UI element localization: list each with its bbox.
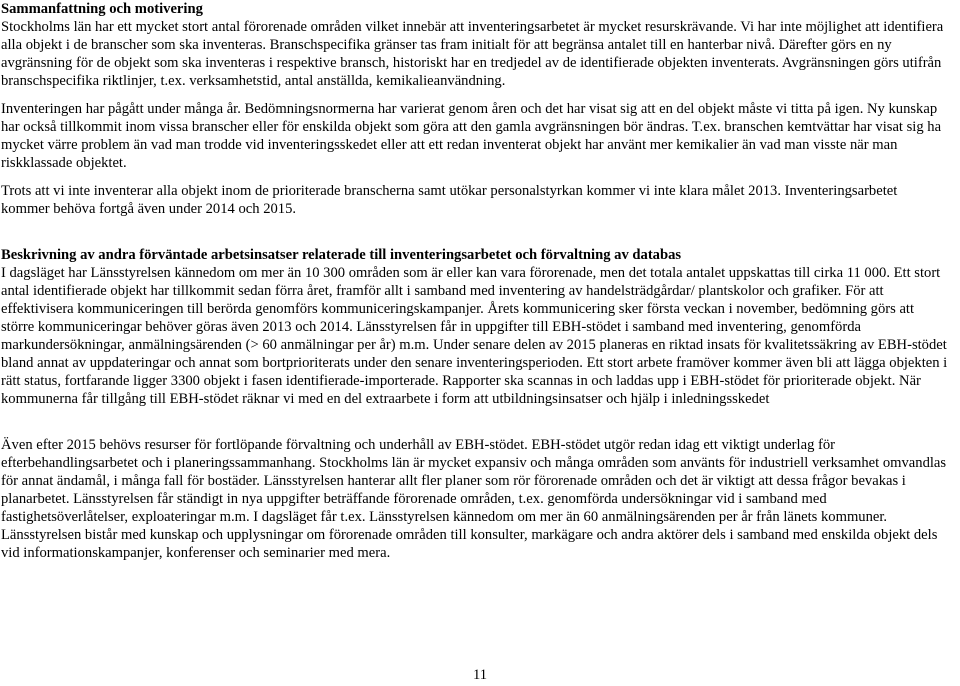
summary-paragraph-3: Trots att vi inte inventerar alla objekt inom de prioriterade branscherna samt utökar personalstyrkan kommer vi inte klara målet 2013. Inventeringsarbetet kommer behöva fortgå även under 2014 och 2015.	[1, 183, 898, 217]
description-paragraph-1: I dagsläget har Länsstyrelsen kännedom om mer än 10 300 områden som är eller kan vara förorenade, men det totala antalet uppskattas till cirka 11 000. Ett stort antal identifierade objekt har tillkommit sedan förra året, framför allt i samband med inventering av handelsträdgårdar/ plantskolor och grafiker. För att effektivisera kommuniceringen till berörda genomförs kommuniceringskampanjer. Årets kommunicering sker första veckan i november, bedömning görs att större kommuniceringar behöver göras även 2013 och 2014. Länsstyrelsen får in uppgifter till EBH-stödet i samband med inventering, genomförda markundersökningar, anmälningsärenden (> 60 anmälningar per år) m.m. Under senare delen av 2015 planeras en riktad insats för kvalitetssäkring av EBH-stödet bland annat av uppdateringar och annat som bortprioriterats under den senare inventeringsperioden. Ett stort arbete framöver kommer även bli att lägga objekten i rätt status, fortfarande ligger 3300 objekt i fasen identifierade-importerade. Rapporter ska scannas in och laddas upp i EBH-stödet för prioriterade objekt. När kommunerna får tillgång till EBH-stödet räknar vi med en del extraarbete i form att utbildningsinsatser och hjälp i inledningsskedet	[1, 265, 948, 407]
section-heading-summary: Sammanfattning och motivering	[1, 1, 203, 17]
summary-paragraph-2: Inventeringen har pågått under många år. Bedömningsnormerna har varierat genom åren och det har visat sig att en del objekt måste vi titta på igen. Ny kunskap har också tillkommit inom vissa branscher eller för enskilda objekt som göra att den gamla avgränsningen bör ändras. T.ex. branschen kemtvättar har visat sig ha mycket värre problem än vad man trodde vid inventeringsskedet eller att ett redan inventerat objekt har använt mer kemikalier än vad man visste när man riskklassade objektet.	[1, 101, 942, 171]
page-number: 11	[472, 667, 488, 683]
description-paragraph-2: Även efter 2015 behövs resurser för fortlöpande förvaltning och underhåll av EBH-stödet. EBH-stödet utgör redan idag ett viktigt underlag för efterbehandlingsarbetet och i planeringssammanhang. Stockholms län är mycket expansiv och många områden som använts för industriell verksamhet omvandlas för annat ändamål, i många fall för bostäder. Länsstyrelsen hanterar allt fler planer som rör förorenade områden och det är viktigt att dessa frågor bevakas i planarbetet. Länsstyrelsen får ständigt in nya uppgifter beträffande förorenade områden, t.ex. genomförda undersökningar vid i samband med fastighetsöverlåtelser, exploateringar m.m. I dagsläget får t.ex. Länsstyrelsen kännedom om mer än 60 anmälningsärenden per år från länets kommuner. Länsstyrelsen bistår med kunskap och upplysningar om förorenade områden till konsulter, markägare och andra aktörer dels i samband med enskilda objekt dels vid informationskampanjer, konferenser och seminarier med mera.	[1, 437, 947, 561]
summary-paragraph-1: Stockholms län har ett mycket stort antal förorenade områden vilket innebär att inventeringsarbetet är mycket resurskrävande. Vi har inte möjlighet att identifiera alla objekt i de branscher som ska inventeras. Branschspecifika gränser tas fram initialt för att begränsa antalet till en hanterbar nivå. Därefter görs en ny avgränsning för de objekt som ska inventeras i respektive bransch, historiskt har en tredjedel av de identifierade objekten inventerats. Avgränsningen görs utifrån branschspecifika riktlinjer, t.ex. verksamhetstid, antal anställda, kemikalieanvändning.	[1, 19, 944, 89]
section-heading-description: Beskrivning av andra förväntade arbetsinsatser relaterade till inventeringsarbetet och förvaltning av databas	[1, 247, 682, 263]
